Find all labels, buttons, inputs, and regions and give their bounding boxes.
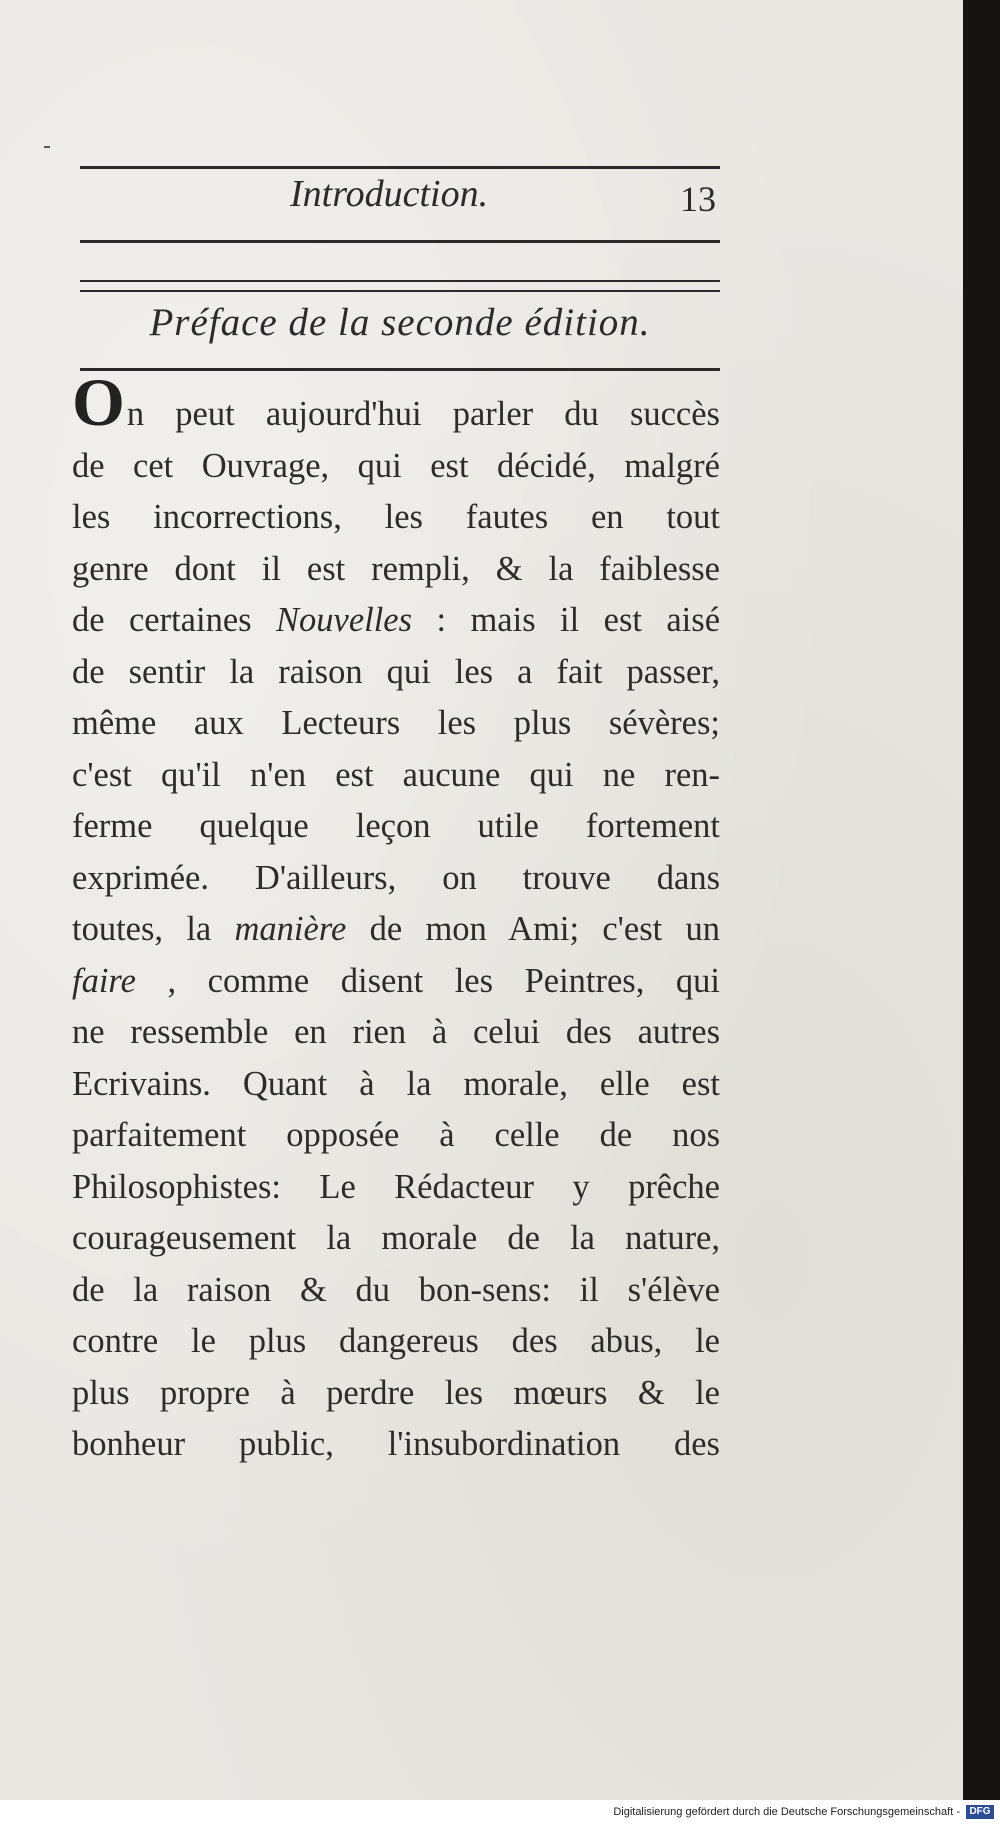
- dfg-logo: DFG: [966, 1805, 994, 1819]
- body-line: exprimée. D'ailleurs, on trouve dans: [72, 858, 720, 897]
- scan-background-edge: [963, 0, 1000, 1800]
- section-rule-bottom: [80, 368, 720, 371]
- body-line: contre le plus dangereus des abus, le: [72, 1322, 720, 1360]
- body-line: [72, 904, 720, 956]
- body-text: [72, 364, 721, 1471]
- header-rule-bottom: [80, 240, 720, 243]
- body-line: de la raison & du bon-sens: il s'élève: [72, 1270, 720, 1309]
- italic-term: manière: [234, 910, 347, 948]
- body-line: [72, 956, 720, 1008]
- body-line: bonheur public, l'insubordination des: [72, 1425, 720, 1463]
- body-line-text: toutes, la: [72, 910, 212, 948]
- body-line: Philosophistes: Le Rédacteur y prêche: [72, 1167, 720, 1206]
- italic-term: Nouvelles: [276, 601, 413, 639]
- body-line: c'est qu'il n'en est aucune qui ne ren-: [72, 755, 720, 794]
- body-line: de sentir la raison qui les a fait passer,: [72, 652, 720, 691]
- body-line: [72, 595, 720, 647]
- footer-credit: Digitalisierung gefördert durch die Deutsche Forschungsgemeinschaft -: [613, 1806, 960, 1818]
- body-line-text: n peut aujourd'hui parler du succès: [126, 395, 720, 433]
- body-line: genre dont il est rempli, & la faiblesse: [72, 549, 720, 588]
- page-header: [80, 172, 720, 232]
- body-line-text: de certaines: [72, 601, 252, 639]
- body-line: plus propre à perdre les mœurs & le: [72, 1373, 720, 1412]
- body-line: de cet Ouvrage, qui est décidé, malgré: [72, 446, 720, 485]
- body-line: [72, 364, 720, 441]
- body-line-text: de mon Ami; c'est un: [369, 910, 721, 948]
- body-line: ferme quelque leçon utile fortement: [72, 807, 720, 845]
- body-line-text: : mais il est aisé: [436, 601, 721, 639]
- body-line: les incorrections, les fautes en tout: [72, 498, 720, 536]
- body-line: parfaitement opposée à celle de nos: [72, 1116, 720, 1154]
- section-rule-top-1: [80, 280, 720, 282]
- body-line-text: , comme disent les Peintres, qui: [167, 961, 721, 1000]
- section-title: Préface de la seconde édition.: [149, 301, 651, 344]
- body-line: même aux Lecteurs les plus sévères;: [72, 704, 720, 742]
- section-rule-top-2: [80, 290, 720, 292]
- body-line: Ecrivains. Quant à la morale, elle est: [72, 1064, 720, 1103]
- drop-cap: O: [72, 364, 125, 440]
- body-line: courageusement la morale de la nature,: [72, 1219, 720, 1257]
- scan-mark: [44, 146, 50, 148]
- header-rule-top: [80, 166, 720, 169]
- body-line: ne ressemble en rien à celui des autres: [72, 1013, 720, 1051]
- running-title: Introduction.: [290, 173, 489, 215]
- footer-bar: [0, 1800, 1000, 1826]
- italic-term: faire: [72, 961, 136, 1000]
- page-number: 13: [680, 179, 716, 219]
